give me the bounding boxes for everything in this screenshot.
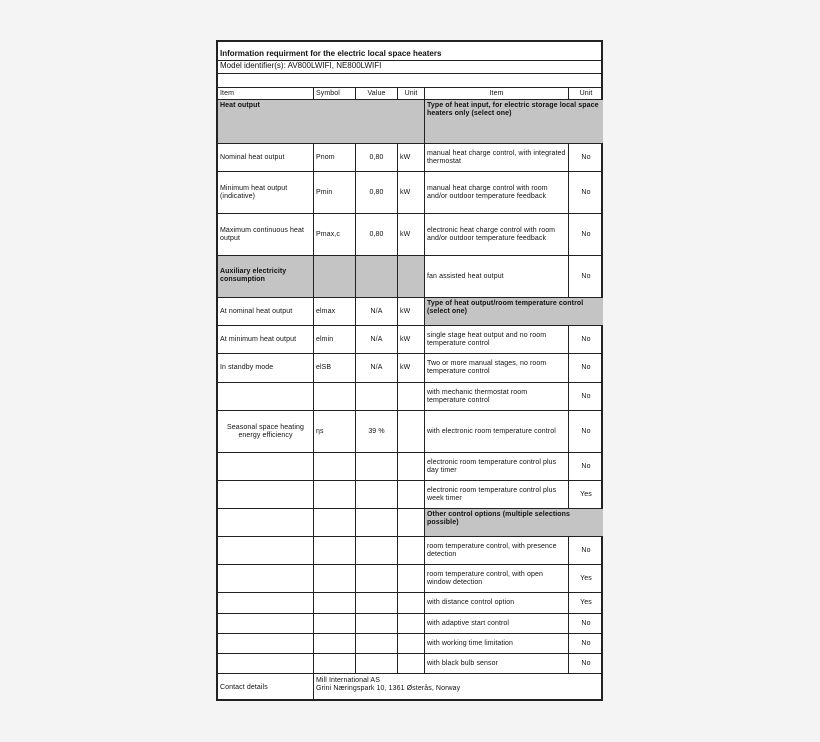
item-open-window: room temperature control, with open window detection bbox=[425, 565, 569, 593]
blank-cell bbox=[398, 453, 425, 481]
contact-info bbox=[314, 674, 603, 701]
blank-cell bbox=[398, 411, 425, 453]
item-working-time: with working time limitation bbox=[425, 634, 569, 654]
blank-cell bbox=[398, 593, 425, 614]
blank-cell bbox=[398, 654, 425, 674]
header-value: Value bbox=[356, 88, 398, 100]
blank-cell bbox=[398, 565, 425, 593]
value-ns: 39 % bbox=[356, 411, 398, 453]
aux-symbol-blank bbox=[314, 256, 356, 298]
unit-electronic-room-control: No bbox=[569, 411, 603, 453]
unit-mechanic-thermostat: No bbox=[569, 383, 603, 411]
section-heat-output-control: Type of heat output/room temperature control (select one) bbox=[425, 298, 603, 326]
unit-single-stage: No bbox=[569, 326, 603, 354]
section-heat-input-type: Type of heat input, for electric storage local space heaters only (select one) bbox=[425, 100, 603, 144]
item-aux-standby: In standby mode bbox=[218, 354, 314, 383]
item-electronic-room-control: with electronic room temperature control bbox=[425, 411, 569, 453]
header-item-right: Item bbox=[425, 88, 569, 100]
item-aux-minimum: At minimum heat output bbox=[218, 326, 314, 354]
unit-presence-detection: No bbox=[569, 537, 603, 565]
section-other-controls: Other control options (multiple selections possible) bbox=[425, 509, 603, 537]
contact-label: Contact details bbox=[218, 674, 314, 701]
item-adaptive-start: with adaptive start control bbox=[425, 614, 569, 634]
blank-cell bbox=[314, 614, 356, 634]
item-black-bulb: with black bulb sensor bbox=[425, 654, 569, 674]
unit-distance-control: Yes bbox=[569, 593, 603, 614]
blank-cell bbox=[218, 634, 314, 654]
blank-cell bbox=[314, 565, 356, 593]
aux-value-blank bbox=[356, 256, 398, 298]
blank-cell bbox=[314, 509, 356, 537]
unit-elsb: kW bbox=[398, 354, 425, 383]
blank-cell bbox=[218, 509, 314, 537]
blank-cell bbox=[218, 537, 314, 565]
item-electronic-charge-feedback: electronic heat charge control with room and/or outdoor temperature feedback bbox=[425, 214, 569, 256]
header-unit-right: Unit bbox=[569, 88, 603, 100]
item-manual-charge-feedback: manual heat charge control with room and/or outdoor temperature feedback bbox=[425, 172, 569, 214]
blank-cell bbox=[314, 481, 356, 509]
blank-cell bbox=[218, 383, 314, 411]
blank-cell bbox=[218, 453, 314, 481]
blank-cell bbox=[356, 509, 398, 537]
unit-working-time: No bbox=[569, 634, 603, 654]
item-seasonal-efficiency: Seasonal space heating energy efficiency bbox=[218, 411, 314, 453]
symbol-ns: ηs bbox=[314, 411, 356, 453]
blank-cell bbox=[356, 565, 398, 593]
contact-company: Mill International AS bbox=[316, 677, 380, 684]
blank-cell bbox=[314, 453, 356, 481]
blank-cell bbox=[398, 614, 425, 634]
unit-fan-assisted: No bbox=[569, 256, 603, 298]
header-item: Item bbox=[218, 88, 314, 100]
symbol-elmin: elmin bbox=[314, 326, 356, 354]
unit-manual-charge-feedback: No bbox=[569, 172, 603, 214]
symbol-elmax: elmax bbox=[314, 298, 356, 326]
item-fan-assisted: fan assisted heat output bbox=[425, 256, 569, 298]
blank-cell bbox=[398, 634, 425, 654]
item-mechanic-thermostat: with mechanic thermostat room temperature control bbox=[425, 383, 569, 411]
blank-cell bbox=[356, 383, 398, 411]
blank-cell bbox=[398, 383, 425, 411]
symbol-pmin: Pmin bbox=[314, 172, 356, 214]
unit-pmin: kW bbox=[398, 172, 425, 214]
item-minimum-heat-output: Minimum heat output (indicative) bbox=[218, 172, 314, 214]
unit-elmax: kW bbox=[398, 298, 425, 326]
blank-cell bbox=[398, 537, 425, 565]
value-elmax: N/A bbox=[356, 298, 398, 326]
blank-cell bbox=[218, 481, 314, 509]
unit-two-manual-stages: No bbox=[569, 354, 603, 383]
spacer-row bbox=[218, 74, 601, 88]
blank-cell bbox=[356, 593, 398, 614]
section-auxiliary: Auxiliary electricity consumption bbox=[218, 256, 314, 298]
item-two-manual-stages: Two or more manual stages, no room temperature control bbox=[425, 354, 569, 383]
unit-elmin: kW bbox=[398, 326, 425, 354]
heater-info-table bbox=[216, 40, 603, 701]
unit-pmax: kW bbox=[398, 214, 425, 256]
symbol-pmax: Pmax,c bbox=[314, 214, 356, 256]
unit-manual-charge-integrated: No bbox=[569, 144, 603, 172]
blank-cell bbox=[314, 537, 356, 565]
value-elmin: N/A bbox=[356, 326, 398, 354]
blank-cell bbox=[314, 593, 356, 614]
header-unit: Unit bbox=[398, 88, 425, 100]
blank-cell bbox=[218, 654, 314, 674]
item-nominal-heat-output: Nominal heat output bbox=[218, 144, 314, 172]
item-aux-nominal: At nominal heat output bbox=[218, 298, 314, 326]
unit-pnom: kW bbox=[398, 144, 425, 172]
blank-cell bbox=[398, 509, 425, 537]
section-heat-output: Heat output bbox=[218, 100, 425, 144]
value-elsb: N/A bbox=[356, 354, 398, 383]
value-pnom: 0,80 bbox=[356, 144, 398, 172]
item-day-timer: electronic room temperature control plus day timer bbox=[425, 453, 569, 481]
item-week-timer: electronic room temperature control plus week timer bbox=[425, 481, 569, 509]
table-title: Information requirment for the electric local space heaters bbox=[218, 49, 601, 61]
blank-cell bbox=[356, 634, 398, 654]
value-pmin: 0,80 bbox=[356, 172, 398, 214]
symbol-pnom: Pnom bbox=[314, 144, 356, 172]
blank-cell bbox=[218, 614, 314, 634]
unit-electronic-charge-feedback: No bbox=[569, 214, 603, 256]
model-identifier: Model identifier(s): AV800LWIFI, NE800LWIFI bbox=[218, 61, 601, 74]
blank-cell bbox=[314, 634, 356, 654]
blank-cell bbox=[314, 383, 356, 411]
symbol-elsb: elSB bbox=[314, 354, 356, 383]
blank-cell bbox=[356, 481, 398, 509]
value-pmax: 0,80 bbox=[356, 214, 398, 256]
item-presence-detection: room temperature control, with presence detection bbox=[425, 537, 569, 565]
unit-open-window: Yes bbox=[569, 565, 603, 593]
item-manual-charge-integrated: manual heat charge control, with integrated thermostat bbox=[425, 144, 569, 172]
aux-unit-blank bbox=[398, 256, 425, 298]
unit-black-bulb: No bbox=[569, 654, 603, 674]
blank-cell bbox=[356, 537, 398, 565]
blank-cell bbox=[356, 453, 398, 481]
unit-adaptive-start: No bbox=[569, 614, 603, 634]
unit-day-timer: No bbox=[569, 453, 603, 481]
item-single-stage: single stage heat output and no room temperature control bbox=[425, 326, 569, 354]
contact-address: Grini Næringspark 10, 1361 Østerås, Norway bbox=[316, 685, 461, 692]
item-maximum-heat-output: Maximum continuous heat output bbox=[218, 214, 314, 256]
blank-cell bbox=[356, 654, 398, 674]
blank-cell bbox=[314, 654, 356, 674]
blank-cell bbox=[218, 593, 314, 614]
item-distance-control: with distance control option bbox=[425, 593, 569, 614]
blank-cell bbox=[356, 614, 398, 634]
blank-cell bbox=[218, 565, 314, 593]
header-symbol: Symbol bbox=[314, 88, 356, 100]
blank-cell bbox=[398, 481, 425, 509]
unit-week-timer: Yes bbox=[569, 481, 603, 509]
